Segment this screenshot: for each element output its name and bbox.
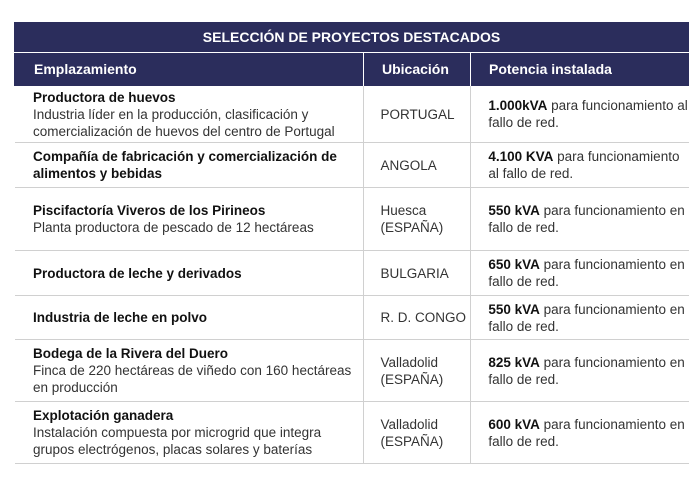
cell-emplazamiento [15,188,363,250]
cell-potencia [470,143,689,187]
cell-emplazamiento [15,296,363,339]
table-row [15,251,689,296]
power-note: para funcionamiento al fallo de red. [488,149,680,181]
table-row [15,86,689,143]
power-note: para funcionamiento en fallo de red. [488,203,685,235]
cell-emplazamiento [15,143,363,187]
cell-potencia [470,402,689,463]
cell-emplazamiento [15,251,363,295]
power-value: 550 kVA [488,203,540,218]
power-note: para funcionamiento en fallo de red. [488,354,685,387]
table-row [15,188,689,251]
project-description: Planta productora de pescado de 12 hectáreas [33,220,314,235]
power-note: para funcionamiento en fallo de red. [488,257,685,289]
project-name: Productora de huevos [33,89,176,105]
cell-ubicacion: PORTUGAL [363,86,470,142]
table-row [15,296,689,340]
power-value: 650 kVA [488,257,540,272]
cell-ubicacion: ANGOLA [363,143,470,187]
cell-potencia [470,86,689,142]
project-name: Industria de leche en polvo [33,310,208,325]
cell-emplazamiento [15,86,363,142]
cell-ubicacion: Valladolid (ESPAÑA) [363,340,470,401]
power-value: 1.000kVA [488,98,548,113]
project-name: Compañía de fabricación y comercialización de alimentos y bebidas [33,149,337,181]
power-note: para funcionamiento en fallo de red. [488,416,685,449]
project-name: Productora de leche y derivados [33,265,242,281]
cell-ubicacion: R. D. CONGO [363,296,470,339]
table-title: SELECCIÓN DE PROYECTOS DESTACADOS [14,22,689,52]
table-row [15,143,689,188]
cell-ubicacion: BULGARIA [363,251,470,295]
cell-ubicacion: Valladolid (ESPAÑA) [363,402,470,463]
projects-table [14,22,689,464]
header-potencia: Potencia instalada [470,53,689,86]
cell-potencia [470,340,689,401]
project-name: Bodega de la Rivera del Duero [33,346,229,361]
project-description: Industria líder en la producción, clasificación y comercialización de huevos del centro de Portugal [33,106,335,139]
table-body [14,86,689,464]
power-value: 4.100 KVA [488,149,554,164]
header-emplazamiento: Emplazamiento [34,61,137,77]
table-row [15,340,689,402]
power-value: 550 kVA [488,301,540,317]
project-description: Finca de 220 hectáreas de viñedo con 160 hectáreas en producción [33,363,352,395]
cell-emplazamiento [15,402,363,463]
project-description: Instalación compuesta por microgrid que integra grupos electrógenos, placas solares y baterías [33,425,322,457]
cell-potencia [470,188,689,250]
cell-emplazamiento [15,340,363,401]
power-value: 600 kVA [488,416,540,432]
power-note: para funcionamiento al fallo de red. [488,98,688,130]
cell-potencia [470,296,689,339]
cell-ubicacion: Huesca (ESPAÑA) [363,188,470,250]
power-value: 825 kVA [488,354,540,370]
project-name: Piscifactoría Viveros de los Pirineos [33,203,266,218]
cell-potencia [470,251,689,295]
power-note: para funcionamiento en fallo de red. [488,301,685,334]
project-name: Explotación ganadera [33,408,174,423]
table-row [15,402,689,464]
table-header [14,53,689,86]
header-ubicacion: Ubicación [363,53,470,86]
